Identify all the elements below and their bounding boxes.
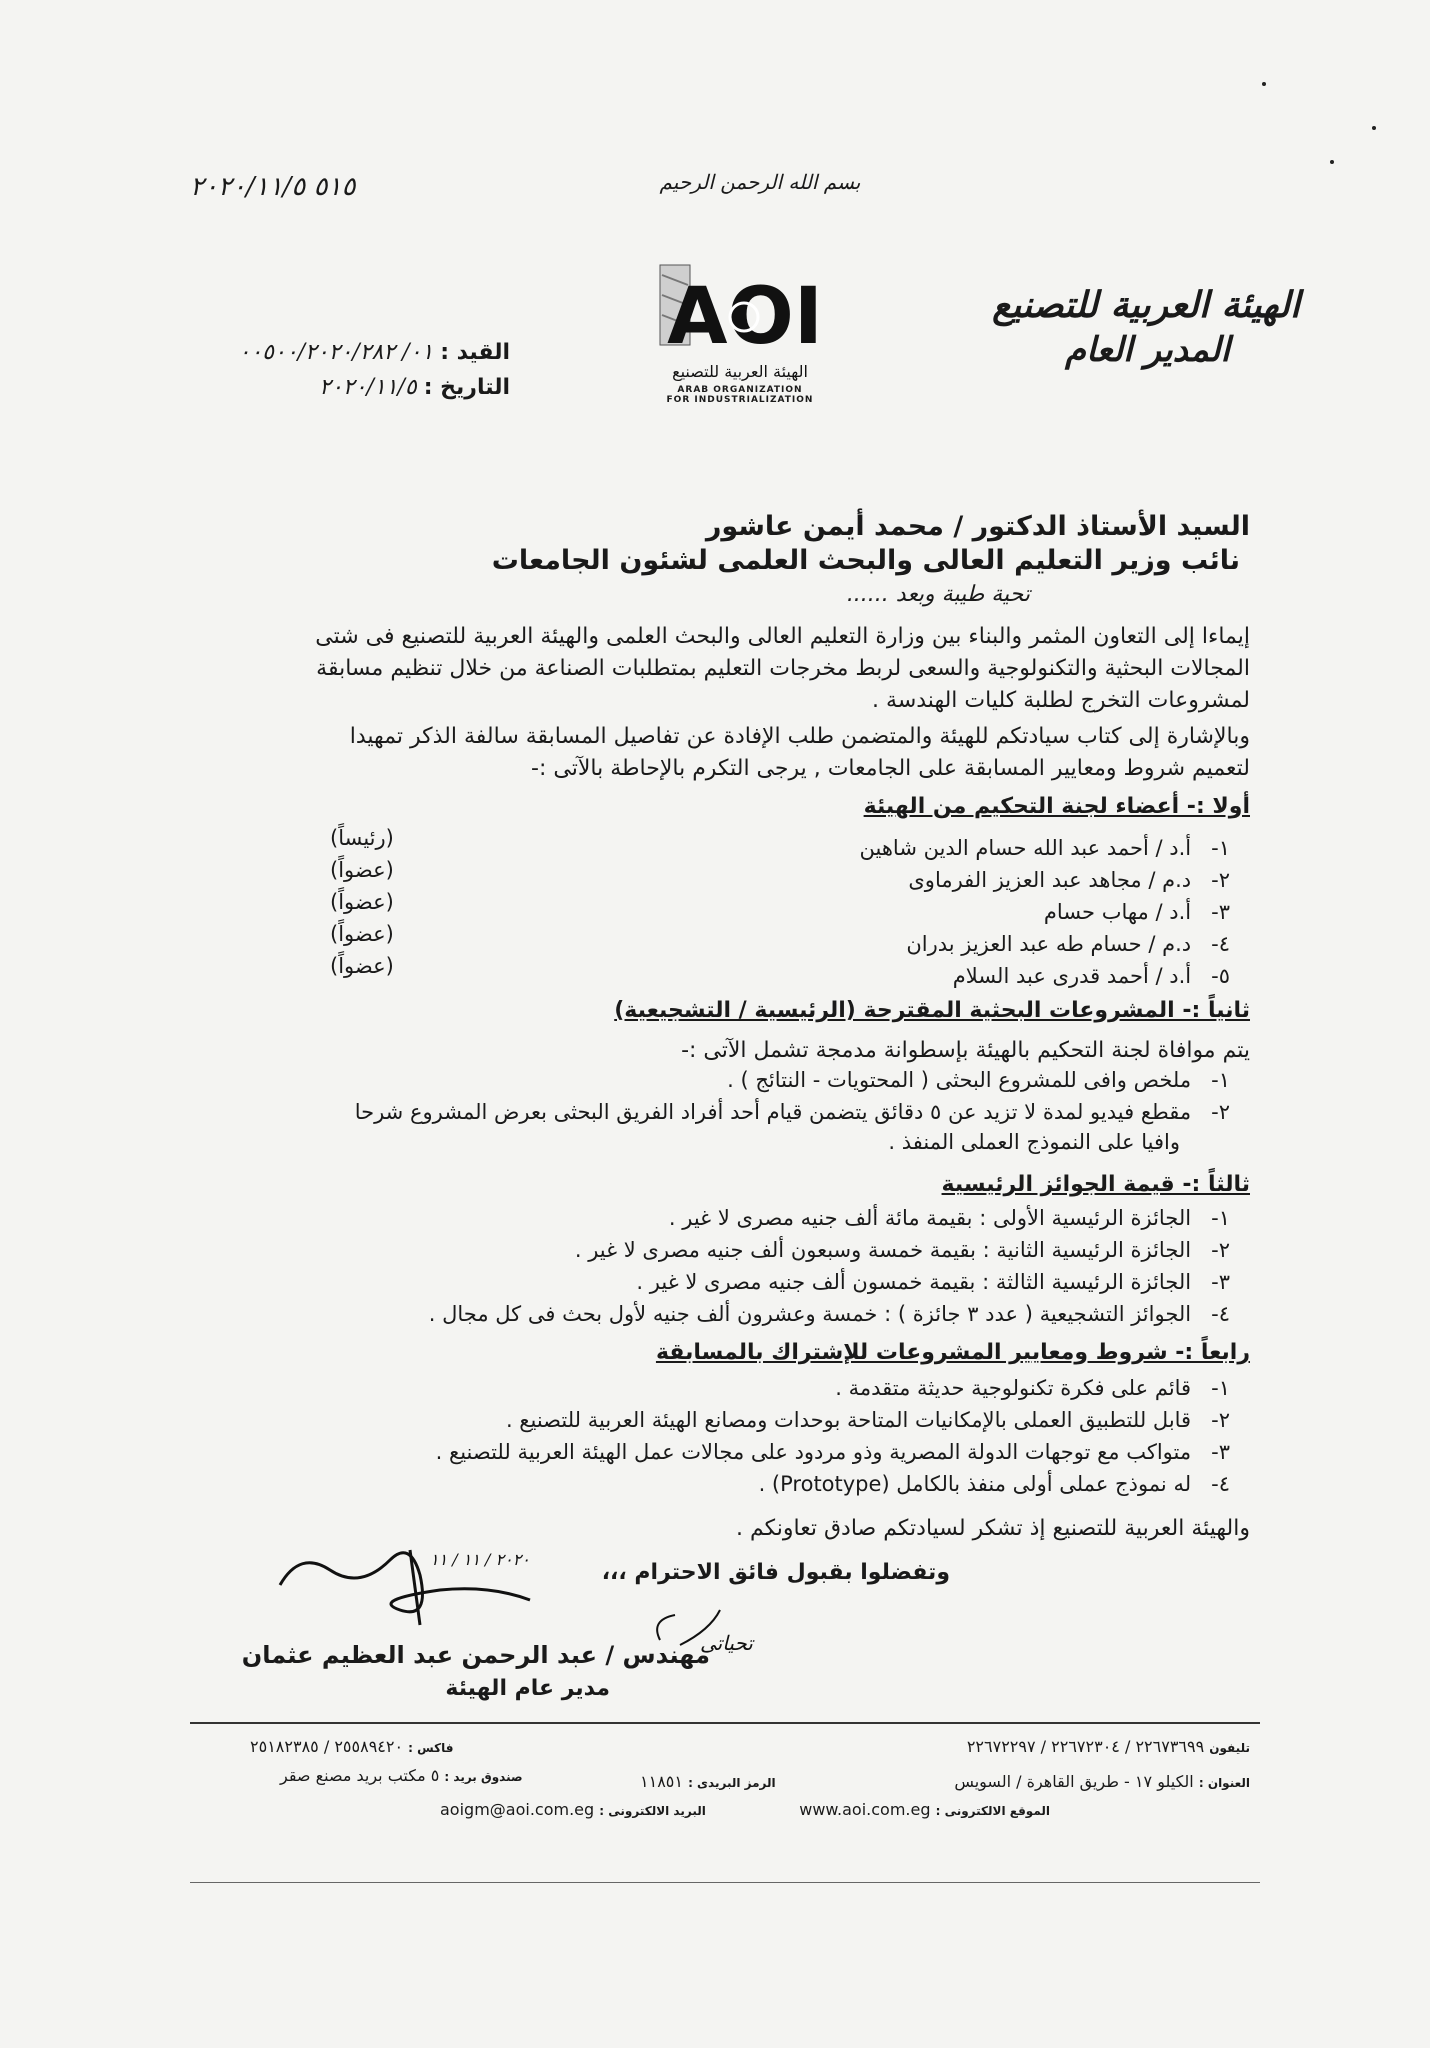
footer-po-box: صندوق بريد : ٥ مكتب بريد مصنع صقر [280,1766,523,1785]
signer-title: مدير عام الهيئة [445,1676,610,1701]
jury-role: (عضواً) [330,954,394,978]
jury-member: ١- أ.د / أحمد عبد الله حسام الدين شاهين [859,836,1230,860]
addressee-name: السيد الأستاذ الدكتور / محمد أيمن عاشور [705,511,1250,542]
prize-item: ١- الجائزة الرئيسية الأولى : بقيمة مائة ألف جنيه مصرى لا غير . [668,1206,1230,1230]
jury-role: (عضواً) [330,858,394,882]
footer-email: البريد الالكترونى : aoigm@aoi.com.eg [440,1800,706,1819]
intro-p1-line1: إيماءا إلى التعاون المثمر والبناء بين وزارة التعليم العالى والبحث العلمى والهيئة العربية للتصنيع فى شتى [315,624,1250,649]
footer-postal-code: الرمز البريدى : ١١٨٥١ [640,1772,776,1791]
date-row [190,375,510,400]
addressee-title: نائب وزير التعليم العالى والبحث العلمى لشئون الجامعات [491,545,1240,576]
basmala: بسم الله الرحمن الرحيم [659,170,861,194]
closing-thanks: والهيئة العربية للتصنيع إذ تشكر لسيادتكم صادق تعاونكم . [736,1516,1250,1541]
prize-item: ٤- الجوائز التشجيعية ( عدد ٣ جائزة ) : خمسة وعشرون ألف جنيه لأول بحث فى كل مجال . [428,1302,1230,1326]
logo-arabic-text: الهيئة العربية للتصنيع [672,362,808,381]
jury-member: ٤- د.م / حسام طه عبد العزيز بدران [906,932,1230,956]
intro-p2-line1: وبالإشارة إلى كتاب سيادتكم للهيئة والمتضمن طلب الإفادة عن تفاصيل المسابقة سالفة الذكر تمهيدا [349,724,1250,749]
jury-member: ٣- أ.د / مهاب حسام [1043,900,1230,924]
footer-rule [190,1722,1260,1724]
section1-title: أولا :- أعضاء لجنة التحكيم من الهيئة [863,794,1250,819]
footer-fax: فاكس : ٢٥٥٨٩٤٢٠ / ٢٥١٨٢٣٨٥ [250,1737,454,1756]
criteria-item: ٣- متواكب مع توجهات الدولة المصرية وذو مردود على مجالات عمل الهيئة العربية للتصنيع . [435,1440,1230,1464]
jury-role: (عضواً) [330,922,394,946]
jury-member: ٥- أ.د / أحمد قدرى عبد السلام [952,964,1230,988]
footer-website: الموقع الالكترونى : www.aoi.com.eg [799,1800,1050,1819]
organization-name: الهيئة العربية للتصنيع [992,284,1300,326]
footer-address: العنوان : الكيلو ١٧ - طريق القاهرة / السويس [954,1772,1250,1791]
intro-p1-line2: المجالات البحثية والتكنولوجية والسعى لربط مخرجات التعليم بمتطلبات الصناعة من خلال تنظيم مسابقة [316,656,1250,681]
prize-item: ٣- الجائزة الرئيسية الثالثة : بقيمة خمسون ألف جنيه مصرى لا غير . [636,1270,1230,1294]
jury-role: (رئيساً) [330,826,394,850]
scan-speck [1330,160,1334,164]
logo-english-name: ARAB ORGANIZATION FOR INDUSTRIALIZATION [666,385,814,405]
signature-mark: ٢٠٢٠ / ١١ / ١١ [430,1550,530,1569]
section3-title: ثالثاً :- قيمة الجوائز الرئيسية [941,1172,1250,1197]
bottom-rule [190,1882,1260,1883]
ref-value: ٠١/ ٠٠٥٠٠/٢٠٢٠/٢٨٢ [238,340,434,365]
date-value: ٢٠٢٠/١١/٥ [319,375,417,400]
svg-text:تحياتى: تحياتى [700,1631,753,1655]
criteria-item: ٤- له نموذج عملى أولى منفذ بالكامل (Prototype) . [758,1472,1230,1496]
list-item-continuation: وافيا على النموذج العملى المنفذ . [888,1130,1180,1154]
reference-row [190,340,510,365]
date-label: التاريخ : [423,375,510,400]
list-item: ٢- مقطع فيديو لمدة لا تزيد عن ٥ دقائق يتضمن قيام أحد أفراد الفريق البحثى بعرض المشروع شرحا [354,1100,1230,1124]
section2-title: ثانياً :- المشروعات البحثية المقترحة (الرئيسية / التشجيعية) [614,998,1250,1023]
jury-role: (عضواً) [330,890,394,914]
closing-regards: وتفضلوا بقبول فائق الاحترام ،،، [601,1560,950,1585]
scan-speck [1372,126,1376,130]
criteria-item: ٢- قابل للتطبيق العملى بالإمكانيات المتاحة بوحدات ومصانع الهيئة العربية للتصنيع . [505,1408,1230,1432]
ref-label: القيد : [440,340,510,365]
sender-title: المدير العام [1065,330,1230,370]
logo-text: AOI [667,272,823,362]
intro-p2-line2: لتعميم شروط ومعايير المسابقة على الجامعات , يرجى التكرم بالإحاطة بالآتى :- [531,756,1250,781]
greeting: تحية طيبة وبعد ...... [846,582,1030,607]
section2-intro: يتم موافاة لجنة التحكيم بالهيئة بإسطوانة مدمجة تشمل الآتى :- [681,1038,1250,1063]
scan-speck [1262,82,1266,86]
incoming-ref-number: ٥١٥ ٢٠٢٠/١١/٥ [190,172,356,202]
signature [270,1530,540,1640]
prize-item: ٢- الجائزة الرئيسية الثانية : بقيمة خمسة وسبعون ألف جنيه مصرى لا غير . [574,1238,1230,1262]
jury-member: ٢- د.م / مجاهد عبد العزيز الفرماوى [908,868,1230,892]
intro-p1-line3: لمشروعات التخرج لطلبة كليات الهندسة . [872,688,1250,713]
aoi-logo [640,255,840,405]
list-item: ١- ملخص وافى للمشروع البحثى ( المحتويات - النتائج ) . [727,1068,1230,1092]
criteria-item: ١- قائم على فكرة تكنولوجية حديثة متقدمة . [835,1376,1230,1400]
section4-title: رابعاً :- شروط ومعايير المشروعات للإشتراك بالمسابقة [655,1340,1250,1365]
footer-phones: تليفون ٢٢٦٧٣٦٩٩ / ٢٢٦٧٢٣٠٤ / ٢٢٦٧٢٢٩٧ [966,1737,1250,1756]
signer-name: مهندس / عبد الرحمن عبد العظيم عثمان [241,1641,710,1669]
